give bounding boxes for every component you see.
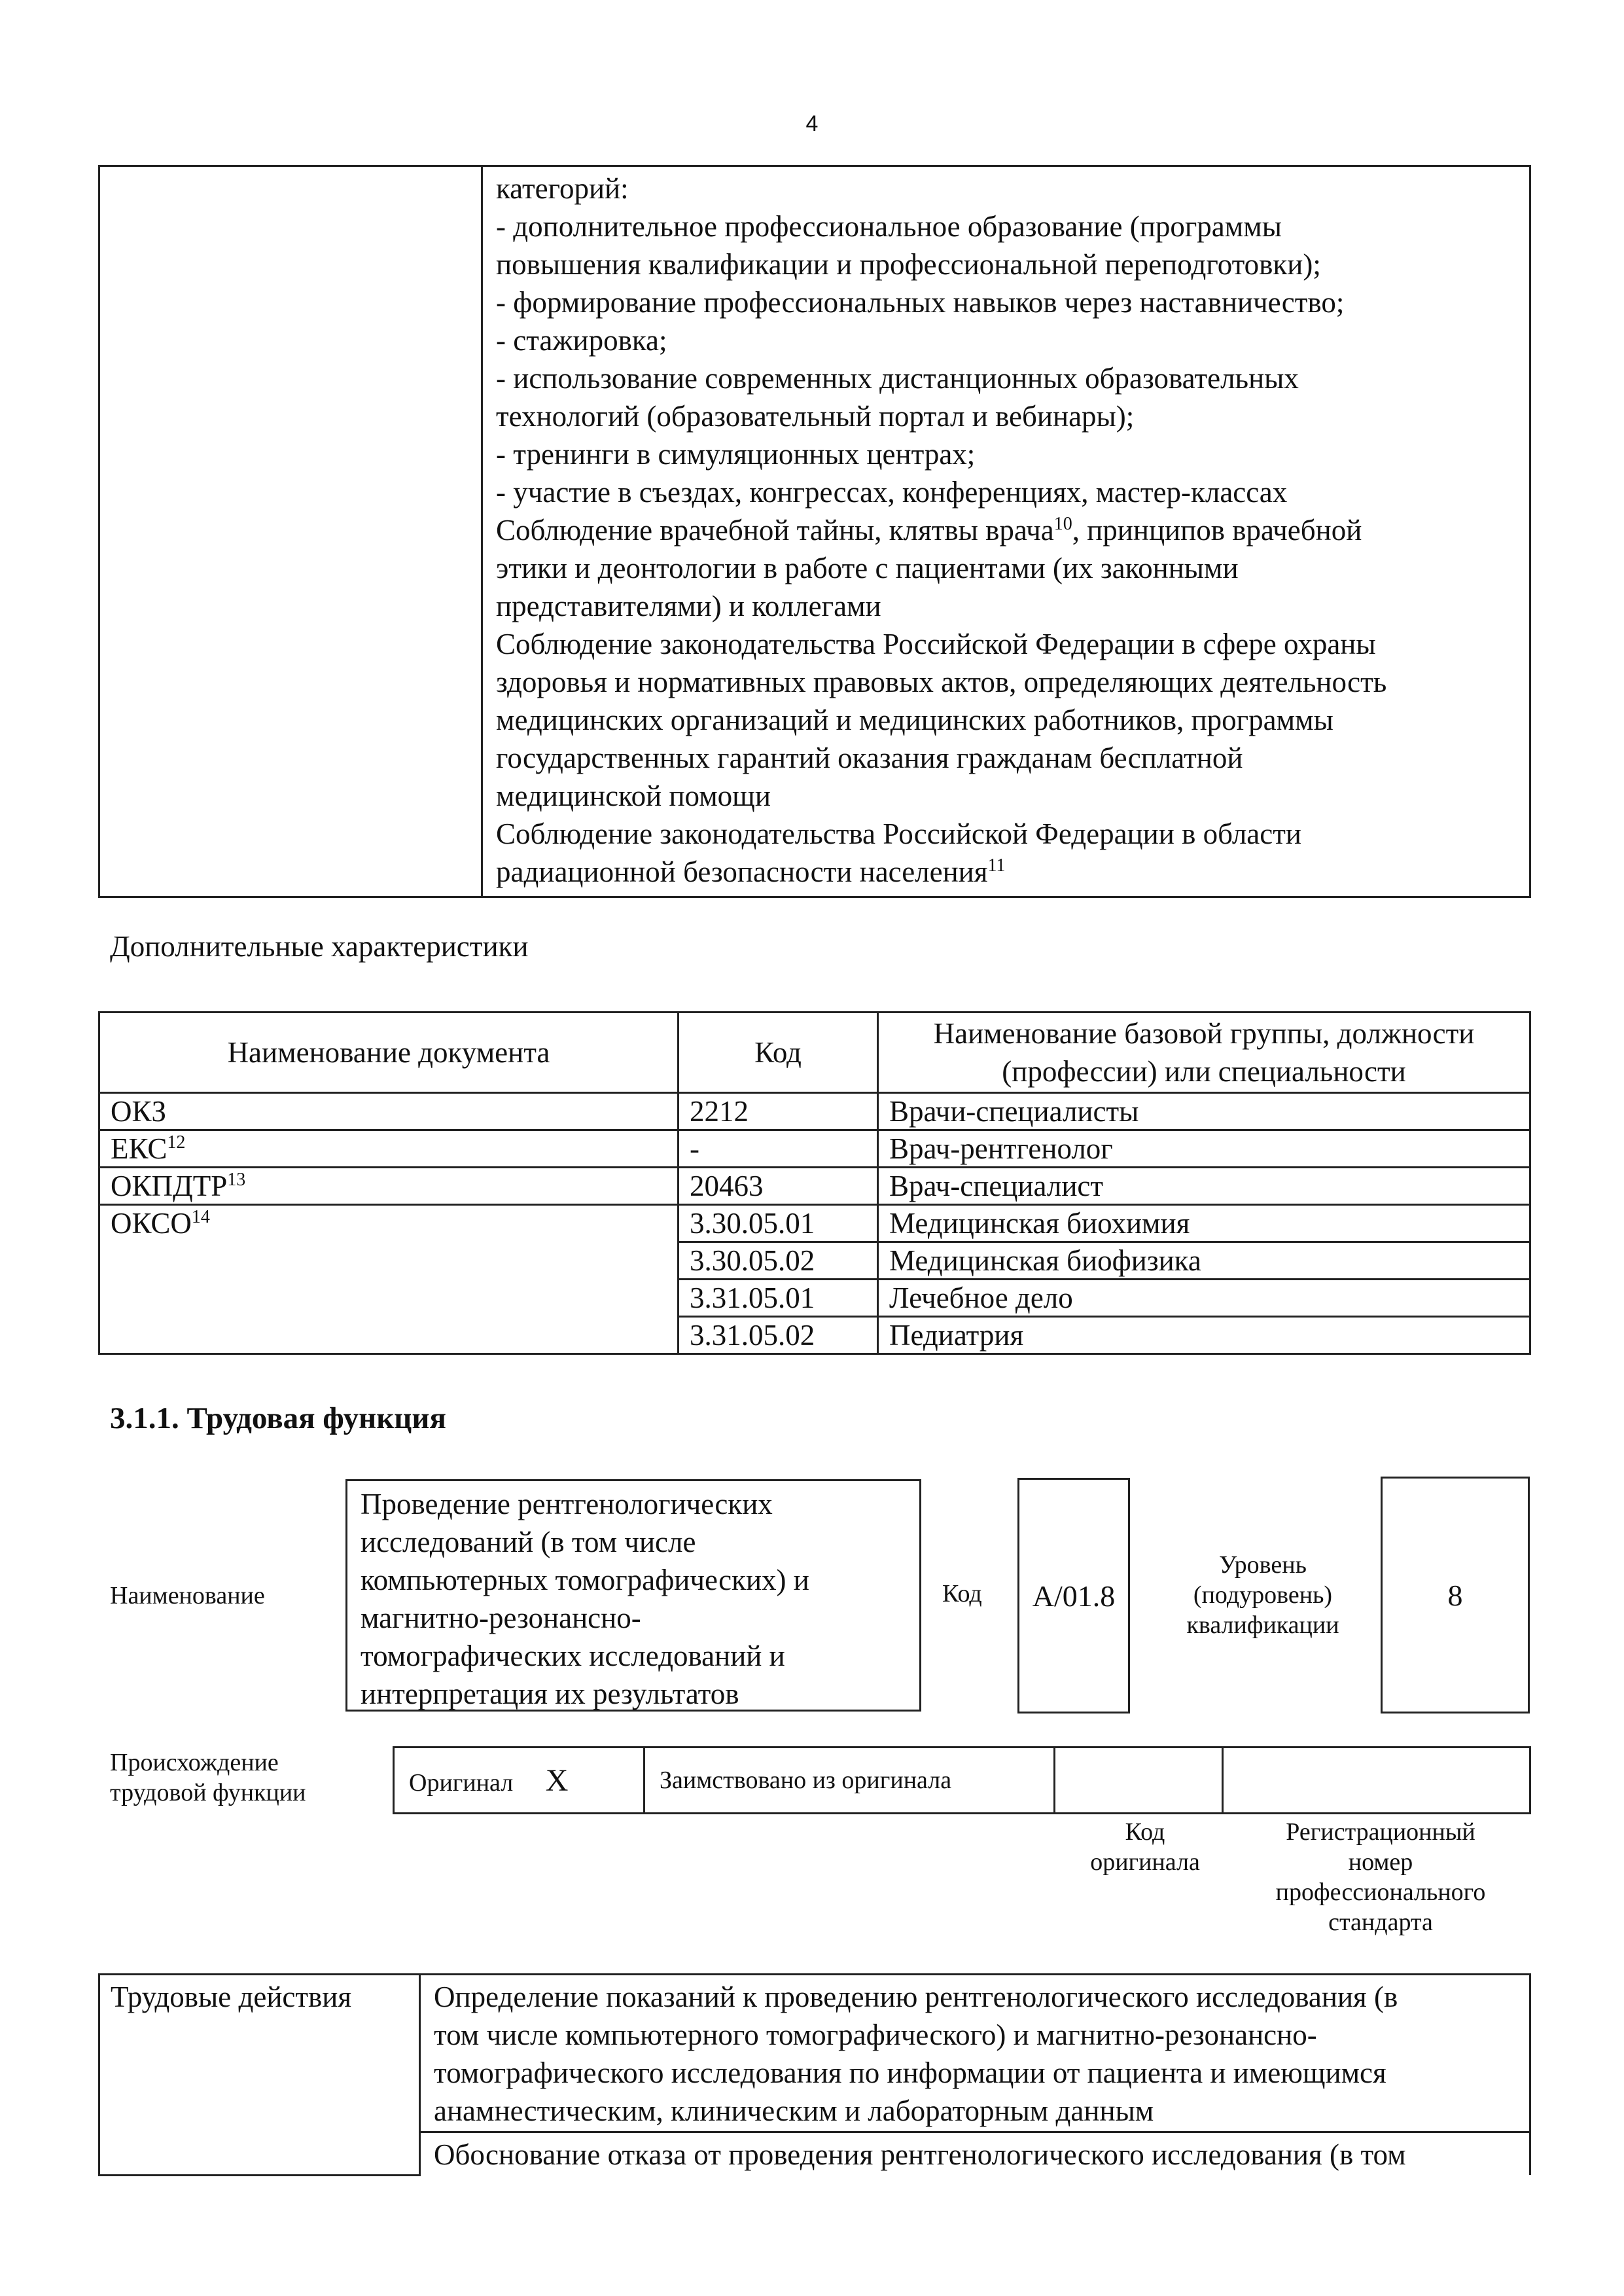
labor-function-name-line: исследований (в том числе xyxy=(361,1526,696,1558)
borrowed-cell: Заимствовано из оригинала xyxy=(644,1748,1055,1814)
labor-action-line: том числе компьютерного томографического) и магнитно-резонансно- xyxy=(434,2018,1317,2051)
labor-function-name-line: Проведение рентгенологических xyxy=(361,1488,773,1520)
continuation-line: - участие в съездах, конгрессах, конференциях, мастер-классах xyxy=(496,476,1288,509)
table-row xyxy=(99,1130,1530,1168)
table-row xyxy=(99,1093,1530,1130)
footnote-ref-11: 11 xyxy=(987,855,1006,876)
doc-cell xyxy=(99,1130,679,1168)
footnote-ref-10: 10 xyxy=(1053,514,1072,534)
labor-function-name-line: томографических исследований и xyxy=(361,1640,785,1672)
header-group xyxy=(878,1013,1530,1093)
labor-function-name-line: магнитно-резонансно- xyxy=(361,1602,641,1634)
radiation-text: радиационной безопасности населения xyxy=(496,855,988,888)
code-cell: 3.30.05.01 xyxy=(679,1205,878,1242)
level-label-line: (подуровень) xyxy=(1193,1581,1333,1609)
labor-function-name-box xyxy=(345,1479,921,1712)
original-mark: X xyxy=(545,1763,569,1798)
labor-action-line: анамнестическим, клиническим и лабораторным данным xyxy=(434,2094,1154,2127)
doc-name: ОКПДТР xyxy=(111,1170,228,1202)
original-code-cell xyxy=(1055,1748,1223,1814)
doc-cell xyxy=(99,1093,679,1130)
labor-function-name-line: компьютерных томографических) и xyxy=(361,1564,809,1596)
origin-label xyxy=(110,1748,306,1808)
doc-cell xyxy=(99,1205,679,1354)
labor-actions-table xyxy=(98,1973,1531,2176)
name-cell: Педиатрия xyxy=(878,1317,1530,1354)
labor-action-line: Определение показаний к проведению рентгенологического исследования (в xyxy=(434,1981,1398,2013)
code-cell: 3.30.05.02 xyxy=(679,1242,878,1280)
footnote-ref-14: 14 xyxy=(191,1207,210,1227)
labor-function-name-line: интерпретация их результатов xyxy=(361,1677,739,1710)
ethics-text: Соблюдение врачебной тайны, клятвы врача xyxy=(496,514,1054,547)
doc-cell xyxy=(99,1168,679,1205)
original-label: Оригинал xyxy=(409,1768,514,1797)
footnote-ref-13: 13 xyxy=(227,1170,246,1190)
additional-characteristics-title: Дополнительные характеристики xyxy=(110,930,529,963)
caption-line: профессионального xyxy=(1275,1878,1486,1906)
continuation-line: технологий (образовательный портал и вебинары); xyxy=(496,400,1135,433)
origin-label-line: трудовой функции xyxy=(110,1779,306,1806)
header-group-line: (профессии) или специальности xyxy=(1002,1055,1406,1088)
ethics-text: , принципов врачебной xyxy=(1072,514,1362,547)
continuation-line: - формирование профессиональных навыков через наставничество; xyxy=(496,286,1345,319)
code-cell: - xyxy=(679,1130,878,1168)
caption-line: оригинала xyxy=(1090,1848,1200,1876)
name-cell: Медицинская биофизика xyxy=(878,1242,1530,1280)
code-cell: 2212 xyxy=(679,1093,878,1130)
caption-line: Регистрационный xyxy=(1286,1818,1475,1846)
name-cell: Медицинская биохимия xyxy=(878,1205,1530,1242)
name-label: Наименование xyxy=(110,1582,265,1609)
name-cell: Врач-рентгенолог xyxy=(878,1130,1530,1168)
qualification-level-box: 8 xyxy=(1381,1477,1530,1713)
continuation-line: повышения квалификации и профессиональной переподготовки); xyxy=(496,248,1321,281)
original-code-caption xyxy=(1060,1817,1230,1877)
continuation-line: - стажировка; xyxy=(496,324,667,357)
caption-line: стандарта xyxy=(1328,1909,1433,1936)
labor-action-item: Обоснование отказа от проведения рентгенологического исследования (в том xyxy=(420,2132,1530,2176)
law-line: медицинских организаций и медицинских работников, программы xyxy=(496,704,1333,736)
registration-number-cell xyxy=(1223,1748,1530,1814)
law-line: медицинской помощи xyxy=(496,780,771,812)
law-line: здоровья и нормативных правовых актов, определяющих деятельность xyxy=(496,666,1387,698)
name-cell: Лечебное дело xyxy=(878,1280,1530,1317)
labor-action-item xyxy=(420,1975,1530,2132)
code-label: Код xyxy=(942,1580,982,1607)
caption-line: Код xyxy=(1125,1818,1165,1846)
original-cell xyxy=(394,1748,644,1814)
table-row xyxy=(99,1168,1530,1205)
code-cell: 20463 xyxy=(679,1168,878,1205)
ethics-line xyxy=(496,511,1516,549)
doc-name: ОКСО xyxy=(111,1207,192,1240)
labor-action-line: томографического исследования по информации от пациента и имеющимся xyxy=(434,2056,1386,2089)
continuation-line: - дополнительное профессиональное образование (программы xyxy=(496,210,1282,243)
continuation-line: - тренинги в симуляционных центрах; xyxy=(496,438,976,471)
level-label-line: квалификации xyxy=(1186,1611,1339,1639)
law-line: Соблюдение законодательства Российской Федерации в сфере охраны xyxy=(496,628,1376,660)
radiation-line xyxy=(496,853,1516,891)
continuation-table xyxy=(98,165,1531,898)
header-document: Наименование документа xyxy=(99,1013,679,1093)
origin-label-line: Происхождение xyxy=(110,1749,279,1776)
law-line: государственных гарантий оказания гражданам бесплатной xyxy=(496,742,1243,774)
characteristics-table xyxy=(98,1011,1531,1355)
labor-function-heading: 3.1.1. Трудовая функция xyxy=(110,1401,446,1435)
doc-name: ЕКС xyxy=(111,1132,168,1165)
level-label xyxy=(1171,1550,1354,1640)
continuation-line: категорий: xyxy=(496,172,629,205)
ethics-line: этики и деонтологии в работе с пациентами (их законными xyxy=(496,552,1239,584)
origin-table xyxy=(393,1746,1531,1814)
code-box: А/01.8 xyxy=(1017,1478,1130,1713)
name-cell: Врачи-специалисты xyxy=(878,1093,1530,1130)
table-row xyxy=(99,1205,1530,1242)
page-number: 4 xyxy=(805,111,819,136)
labor-actions-label: Трудовые действия xyxy=(99,1975,420,2176)
registration-number-caption xyxy=(1230,1817,1531,1937)
name-cell: Врач-специалист xyxy=(878,1168,1530,1205)
ethics-line: представителями) и коллегами xyxy=(496,590,881,622)
radiation-line: Соблюдение законодательства Российской Федерации в области xyxy=(496,817,1301,850)
doc-name: ОКЗ xyxy=(111,1095,167,1128)
code-cell: 3.31.05.01 xyxy=(679,1280,878,1317)
footnote-ref-12: 12 xyxy=(167,1132,186,1153)
header-group-line: Наименование базовой группы, должности xyxy=(933,1017,1475,1050)
caption-line: номер xyxy=(1348,1848,1413,1876)
continuation-line: - использование современных дистанционных образовательных xyxy=(496,362,1299,395)
header-code: Код xyxy=(679,1013,878,1093)
code-cell: 3.31.05.02 xyxy=(679,1317,878,1354)
continuation-label-cell xyxy=(99,166,482,897)
continuation-content-cell xyxy=(482,166,1530,897)
level-label-line: Уровень xyxy=(1219,1551,1307,1579)
